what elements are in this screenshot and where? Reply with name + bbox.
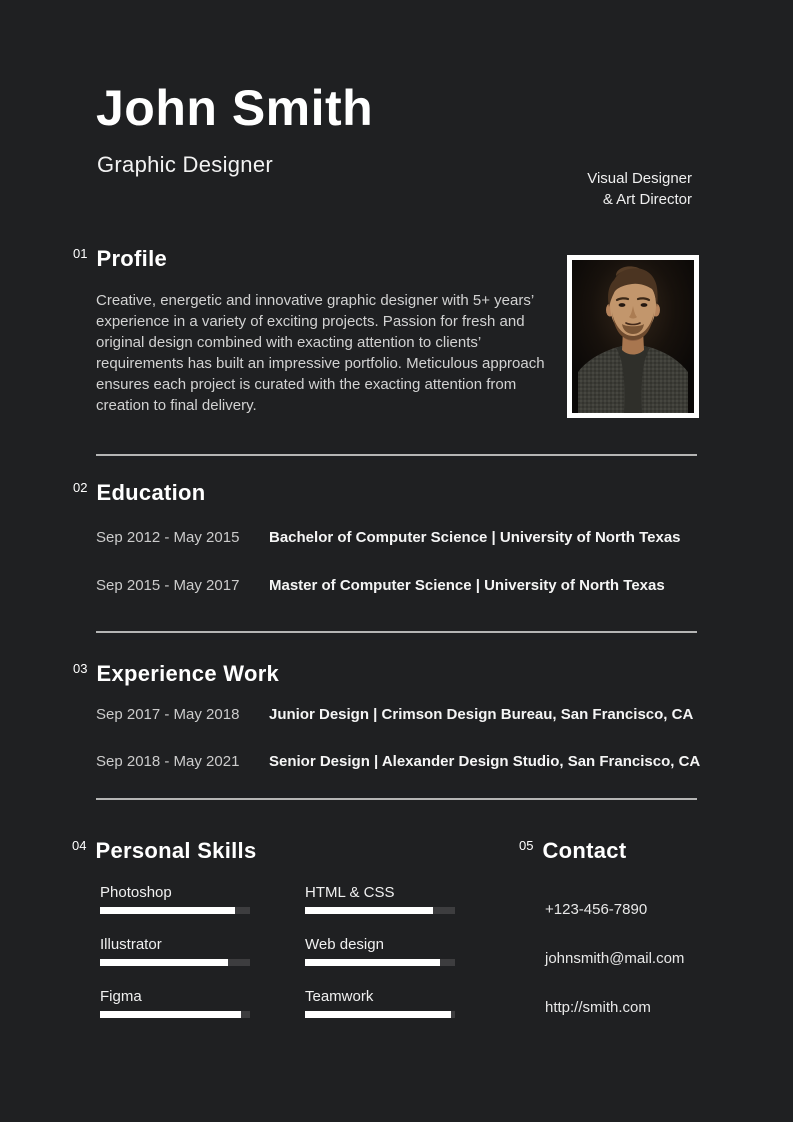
section-number: 01	[73, 246, 88, 261]
skill-bar-track	[305, 1011, 455, 1018]
section-title: Experience Work	[96, 661, 280, 686]
skill-bar-track	[305, 959, 455, 966]
skill-item	[100, 988, 250, 1019]
tagline-line-1: Visual Designer	[587, 170, 692, 187]
section-number: 04	[72, 838, 87, 853]
skill-item	[305, 988, 455, 1019]
divider	[96, 631, 697, 633]
experience-dates: Sep 2017 - May 2018	[96, 706, 240, 723]
section-number: 03	[73, 661, 88, 676]
skill-bar-track	[305, 907, 455, 914]
portrait-illustration	[572, 260, 694, 413]
skill-bar-fill	[305, 907, 433, 914]
skill-label: Photoshop	[100, 884, 172, 901]
skill-label: Web design	[305, 936, 384, 953]
section-title: Profile	[96, 246, 168, 271]
profile-photo	[567, 255, 699, 418]
skill-label: Figma	[100, 988, 142, 1005]
experience-description: Senior Design | Alexander Design Studio, San Francisco, CA	[269, 753, 701, 770]
experience-row	[96, 753, 700, 770]
section-number: 05	[519, 838, 534, 853]
section-heading-experience	[73, 661, 279, 687]
tagline-line-2: & Art Director	[602, 191, 692, 208]
skill-bar-fill	[100, 1011, 241, 1018]
education-description: Master of Computer Science | University of North Texas	[269, 577, 665, 594]
skill-bar-fill	[100, 907, 235, 914]
skill-bar-track	[100, 959, 250, 966]
skills-grid	[100, 884, 455, 1019]
contact-list	[545, 899, 684, 1019]
skill-bar-fill	[305, 959, 440, 966]
contact-website: http://smith.com	[545, 999, 651, 1016]
person-name: John Smith	[96, 80, 374, 136]
education-row	[96, 529, 681, 546]
section-title: Education	[96, 480, 206, 505]
section-heading-skills	[72, 838, 257, 864]
education-description: Bachelor of Computer Science | University of North Texas	[269, 529, 681, 546]
skill-item	[305, 936, 455, 967]
skill-item	[305, 884, 455, 915]
skill-label: HTML & CSS	[305, 884, 395, 901]
skill-bar-fill	[100, 959, 228, 966]
skill-bar-track	[100, 1011, 250, 1018]
profile-text: Creative, energetic and innovative graphic designer with 5+ years’ experience in a variety of exciting projects. Passion for fresh and original design combined with exacting attention to clients’ requirements has built an impressive portfolio. Meticulous approach ensures each project is curated with the exacting attention from creation to final delivery.	[96, 292, 545, 414]
skill-item	[100, 884, 250, 915]
section-heading-contact	[519, 838, 626, 864]
skill-bar-track	[100, 907, 250, 914]
section-number: 02	[73, 480, 88, 495]
education-dates: Sep 2015 - May 2017	[96, 577, 240, 594]
experience-dates: Sep 2018 - May 2021	[96, 753, 240, 770]
section-heading-education	[73, 480, 206, 506]
job-title: Graphic Designer	[97, 152, 273, 177]
skill-item	[100, 936, 250, 967]
skill-label: Teamwork	[305, 988, 374, 1005]
divider	[96, 798, 697, 800]
experience-row	[96, 706, 693, 723]
section-title: Personal Skills	[95, 838, 257, 863]
section-heading-profile	[73, 246, 167, 272]
section-title: Contact	[542, 838, 627, 863]
experience-description: Junior Design | Crimson Design Bureau, San Francisco, CA	[269, 706, 694, 723]
contact-email: johnsmith@mail.com	[545, 950, 685, 967]
skill-bar-fill	[305, 1011, 451, 1018]
tagline	[587, 168, 692, 210]
divider	[96, 454, 697, 456]
contact-phone: +123-456-7890	[545, 901, 648, 918]
education-row	[96, 577, 665, 594]
education-dates: Sep 2012 - May 2015	[96, 529, 240, 546]
skill-label: Illustrator	[100, 936, 162, 953]
